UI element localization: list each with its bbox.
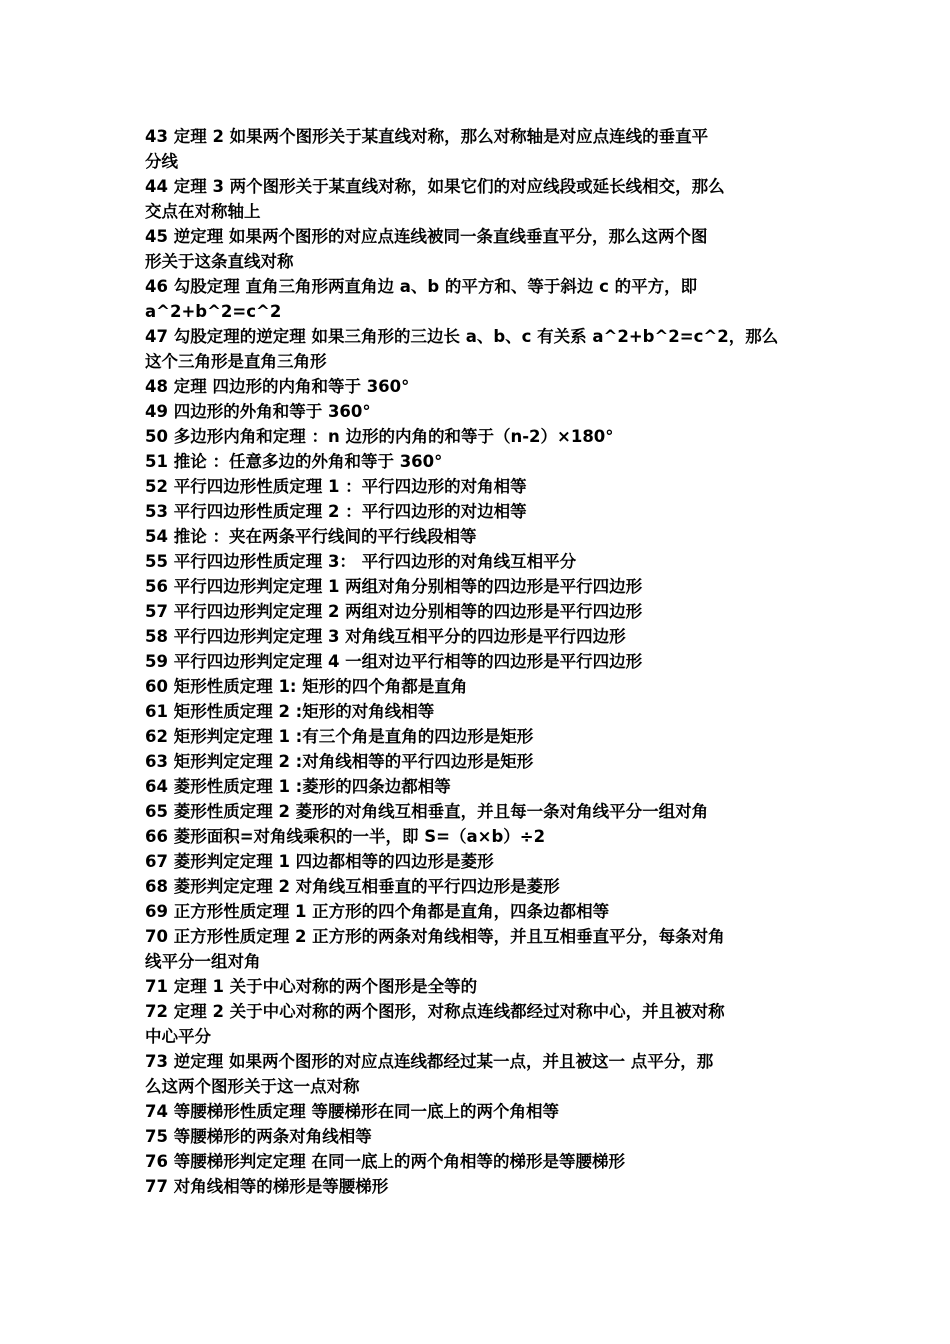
text-line: 59 平行四边形判定定理 4 一组对边平行相等的四边形是平行四边形 — [145, 652, 643, 671]
text-line: 62 矩形判定定理 1 :有三个角是直角的四边形是矩形 — [145, 727, 534, 746]
text-line: 分线 — [145, 152, 178, 171]
text-line: 58 平行四边形判定定理 3 对角线互相平分的四边形是平行四边形 — [145, 627, 626, 646]
text-line: 69 正方形性质定理 1 正方形的四个角都是直角，四条边都相等 — [145, 902, 610, 921]
text-line: 这个三角形是直角三角形 — [145, 352, 327, 371]
text-line: 线平分一组对角 — [145, 952, 261, 971]
text-line: 47 勾股定理的逆定理 如果三角形的三边长 a、b、c 有关系 a^2+b^2=c^2，那么 — [145, 327, 779, 346]
text-line: 52 平行四边形性质定理 1 ：平行四边形的对角相等 — [145, 477, 527, 496]
text-line: 61 矩形性质定理 2 :矩形的对角线相等 — [145, 702, 435, 721]
text-line: 72 定理 2 关于中心对称的两个图形，对称点连线都经过对称中心，并且被对称 — [145, 1002, 725, 1021]
document-body — [145, 124, 810, 1199]
text-line: 54 推论 ：夹在两条平行线间的平行线段相等 — [145, 527, 477, 546]
text-line: 74 等腰梯形性质定理 等腰梯形在同一底上的两个角相等 — [145, 1102, 559, 1121]
text-line: 53 平行四边形性质定理 2 ：平行四边形的对边相等 — [145, 502, 527, 521]
text-line: 45 逆定理 如果两个图形的对应点连线被同一条直线垂直平分，那么这两个图 — [145, 227, 708, 246]
text-line: 55 平行四边形性质定理 3： 平行四边形的对角线互相平分 — [145, 552, 577, 571]
text-line: 形关于这条直线对称 — [145, 252, 294, 271]
text-line: 70 正方形性质定理 2 正方形的两条对角线相等，并且互相垂直平分，每条对角 — [145, 927, 725, 946]
text-line: 63 矩形判定定理 2 :对角线相等的平行四边形是矩形 — [145, 752, 534, 771]
text-line: 46 勾股定理 直角三角形两直角边 a、b 的平方和、等于斜边 c 的平方，即 — [145, 277, 698, 296]
text-line: 76 等腰梯形判定定理 在同一底上的两个角相等的梯形是等腰梯形 — [145, 1152, 625, 1171]
text-line: 75 等腰梯形的两条对角线相等 — [145, 1127, 372, 1146]
text-line: 57 平行四边形判定定理 2 两组对边分别相等的四边形是平行四边形 — [145, 602, 643, 621]
text-line: 中心平分 — [145, 1027, 211, 1046]
text-line: 77 对角线相等的梯形是等腰梯形 — [145, 1177, 389, 1196]
text-line: 71 定理 1 关于中心对称的两个图形是全等的 — [145, 977, 478, 996]
text-line: 73 逆定理 如果两个图形的对应点连线都经过某一点，并且被这一 点平分，那 — [145, 1052, 714, 1071]
text-line: 48 定理 四边形的内角和等于 360° — [145, 377, 410, 396]
text-line: 49 四边形的外角和等于 360° — [145, 402, 371, 421]
text-line: 66 菱形面积=对角线乘积的一半，即 S=（a×b）÷2 — [145, 827, 546, 846]
text-line: 43 定理 2 如果两个图形关于某直线对称，那么对称轴是对应点连线的垂直平 — [145, 127, 709, 146]
text-line: 么这两个图形关于这一点对称 — [145, 1077, 360, 1096]
text-line: 56 平行四边形判定定理 1 两组对角分别相等的四边形是平行四边形 — [145, 577, 643, 596]
text-line: 50 多边形内角和定理 ：n 边形的内角的和等于（n-2）×180° — [145, 427, 614, 446]
text-line: a^2+b^2=c^2 — [145, 302, 282, 321]
text-line: 65 菱形性质定理 2 菱形的对角线互相垂直，并且每一条对角线平分一组对角 — [145, 802, 709, 821]
text-line: 64 菱形性质定理 1 :菱形的四条边都相等 — [145, 777, 451, 796]
text-line: 44 定理 3 两个图形关于某直线对称，如果它们的对应线段或延长线相交，那么 — [145, 177, 725, 196]
text-line: 68 菱形判定定理 2 对角线互相垂直的平行四边形是菱形 — [145, 877, 560, 896]
text-line: 51 推论 ：任意多边的外角和等于 360° — [145, 452, 443, 471]
text-line: 交点在对称轴上 — [145, 202, 261, 221]
text-line: 60 矩形性质定理 1: 矩形的四个角都是直角 — [145, 677, 468, 696]
text-line: 67 菱形判定定理 1 四边都相等的四边形是菱形 — [145, 852, 494, 871]
